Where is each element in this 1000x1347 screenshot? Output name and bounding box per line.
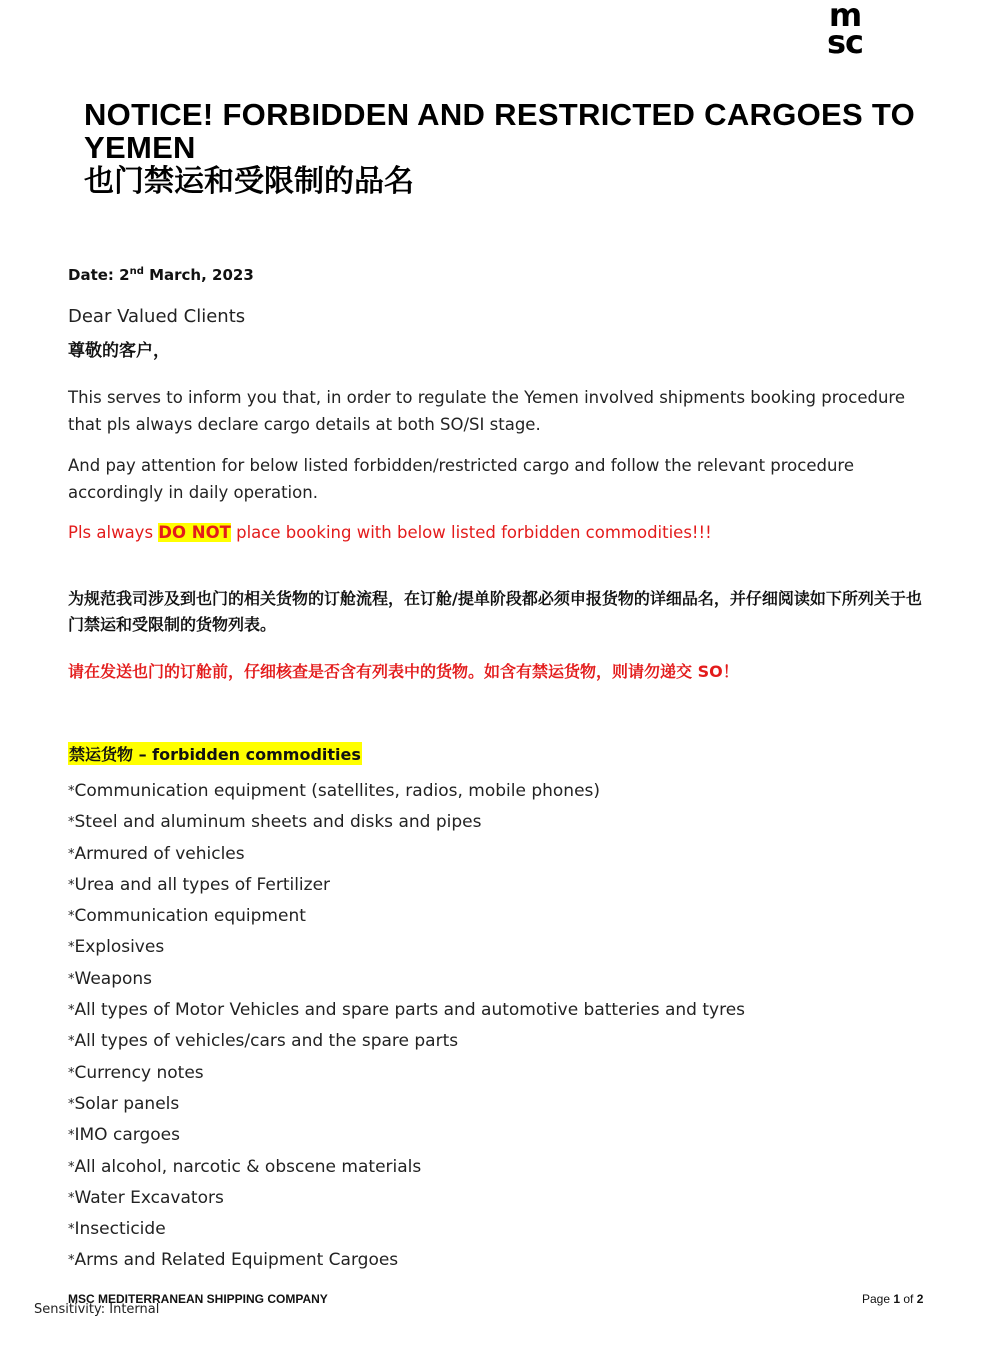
msc-logo-icon — [814, 2, 876, 60]
bullet-star-icon: * — [68, 940, 75, 956]
list-item — [68, 932, 745, 963]
page-current: 1 — [893, 1292, 901, 1306]
date-rest: March, 2023 — [143, 266, 254, 284]
footer-company: MSC MEDITERRANEAN SHIPPING COMPANY — [68, 1292, 328, 1306]
bullet-star-icon: * — [68, 846, 75, 862]
forbidden-commodities-heading: 禁运货物 – forbidden commodities — [68, 742, 362, 765]
bullet-star-icon: * — [68, 1065, 75, 1081]
bullet-star-icon: * — [68, 815, 75, 831]
list-item — [68, 1089, 745, 1120]
date-label: Date: 2 — [68, 266, 130, 284]
logo-line-2: sc — [826, 23, 863, 61]
list-item-text: Steel and aluminum sheets and disks and pipes — [74, 812, 482, 833]
bullet-star-icon: * — [68, 877, 75, 893]
list-item — [68, 1120, 745, 1151]
bullet-star-icon: * — [68, 1096, 75, 1112]
warning-paragraph — [68, 519, 930, 546]
bullet-star-icon: * — [68, 909, 75, 925]
warning-after: place booking with below listed forbidden commodities!!! — [230, 523, 712, 542]
list-item — [68, 1183, 745, 1214]
list-item-text: Solar panels — [74, 1093, 180, 1114]
page-title: NOTICE! FORBIDDEN AND RESTRICTED CARGOES TO YEMEN — [84, 97, 915, 165]
bullet-star-icon: * — [68, 1190, 75, 1206]
list-item-text: Communication equipment — [74, 906, 306, 927]
greeting-chinese: 尊敬的客户， — [68, 341, 170, 361]
list-item — [68, 776, 745, 807]
notice-date — [68, 266, 254, 284]
page-number — [862, 1292, 923, 1306]
greeting: Dear Valued Clients — [68, 306, 246, 327]
date-superscript: nd — [129, 266, 144, 277]
list-item — [68, 807, 745, 838]
warning-before: Pls always — [68, 523, 159, 542]
chinese-warning: 请在发送也门的订舱前，仔细核查是否含有列表中的货物。如含有禁运货物，则请勿递交 SO！ — [68, 662, 739, 681]
list-item-text: Armured of vehicles — [74, 843, 245, 864]
list-item-text: Currency notes — [74, 1062, 204, 1083]
sensitivity-label: Sensitivity: Internal — [34, 1302, 160, 1317]
list-item-text: Urea and all types of Fertilizer — [74, 874, 331, 895]
page-of: of — [900, 1292, 917, 1306]
bullet-star-icon: * — [68, 1253, 75, 1269]
list-item — [68, 1026, 745, 1057]
bullet-star-icon: * — [68, 1034, 75, 1050]
forbidden-commodities-list — [68, 776, 745, 1277]
list-item-text: Insecticide — [74, 1219, 166, 1240]
page-total: 2 — [916, 1292, 924, 1306]
logo-line-1: m — [828, 0, 862, 34]
list-item-text: Explosives — [74, 937, 165, 958]
bullet-star-icon: * — [68, 1159, 75, 1175]
list-item-text: Communication equipment (satellites, radios, mobile phones) — [74, 781, 601, 801]
list-item — [68, 1058, 745, 1089]
list-item — [68, 1245, 745, 1276]
list-item-text: IMO cargoes — [74, 1125, 180, 1146]
list-item-text: All types of Motor Vehicles and spare parts and automotive batteries and tyres — [74, 1000, 746, 1021]
list-item — [68, 1152, 745, 1183]
intro-paragraph: This serves to inform you that, in order to regulate the Yemen involved shipments booking procedure that pls always declare cargo details at both SO/SI stage. — [68, 388, 905, 434]
page-title-chinese: 也门禁运和受限制的品名 — [84, 164, 414, 199]
bullet-star-icon: * — [68, 971, 75, 987]
list-item-text: All alcohol, narcotic & obscene materials — [74, 1156, 422, 1177]
procedure-paragraph: And pay attention for below listed forbidden/restricted cargo and follow the relevant procedure accordingly in daily operation. — [68, 456, 855, 502]
list-item — [68, 995, 745, 1026]
list-item-text: All types of vehicles/cars and the spare parts — [74, 1031, 459, 1052]
page-label: Page — [862, 1292, 894, 1306]
list-item — [68, 839, 745, 870]
bullet-star-icon: * — [68, 784, 75, 799]
bullet-star-icon: * — [68, 1003, 75, 1019]
list-item-text: Weapons — [74, 968, 153, 989]
chinese-paragraph: 为规范我司涉及到也门的相关货物的订舱流程，在订舱/提单阶段都必须申报货物的详细品名，并仔细阅读如下所列关于也门禁运和受限制的货物列表。 — [68, 589, 922, 634]
list-item-text: Arms and Related Equipment Cargoes — [74, 1250, 399, 1271]
bullet-star-icon: * — [68, 1222, 75, 1238]
warning-highlight: DO NOT — [158, 523, 231, 542]
list-item — [68, 870, 745, 901]
bullet-star-icon: * — [68, 1128, 75, 1144]
list-item-text: Water Excavators — [74, 1187, 224, 1208]
list-item — [68, 1214, 745, 1245]
list-item — [68, 901, 745, 932]
list-item — [68, 964, 745, 995]
